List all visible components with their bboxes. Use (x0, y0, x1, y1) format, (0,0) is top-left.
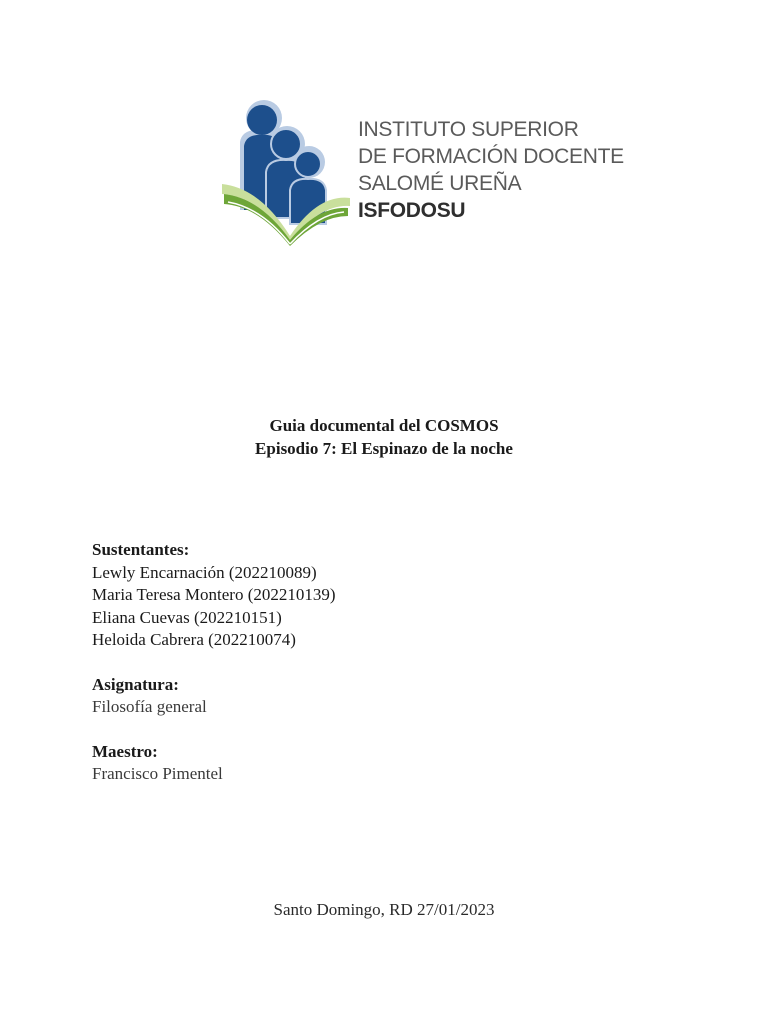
student-name: Lewly Encarnación (202210089) (92, 562, 317, 582)
logo-line-3: SALOMÉ UREÑA (358, 172, 522, 195)
maestro-label: Maestro: (92, 741, 158, 761)
logo-acronym: ISFODOSU (358, 199, 466, 222)
document-info (92, 539, 336, 808)
isfodosu-logo-icon (220, 98, 352, 246)
logo-line-1: INSTITUTO SUPERIOR (358, 118, 579, 141)
sustentantes-label: Sustentantes: (92, 540, 190, 559)
document-title (0, 414, 768, 460)
title-line-2: Episodio 7: El Espinazo de la noche (255, 439, 513, 458)
student-name: Heloida Cabrera (202210074) (92, 630, 296, 649)
student-name: Eliana Cuevas (202210151) (92, 607, 282, 627)
student-name: Maria Teresa Montero (202210139) (92, 585, 336, 604)
title-line-1: Guia documental del COSMOS (269, 416, 499, 435)
asignatura-label: Asignatura: (92, 674, 179, 694)
asignatura-section (92, 674, 336, 719)
logo-line-2: DE FORMACIÓN DOCENTE (358, 145, 624, 168)
sustentantes-section (92, 539, 336, 652)
place-and-date: Santo Domingo, RD 27/01/2023 (273, 900, 495, 919)
institution-logo (220, 98, 630, 246)
logo-wordmark (358, 116, 624, 224)
maestro-section (92, 741, 336, 786)
asignatura-value: Filosofía general (92, 697, 207, 716)
maestro-value: Francisco Pimentel (92, 764, 223, 783)
